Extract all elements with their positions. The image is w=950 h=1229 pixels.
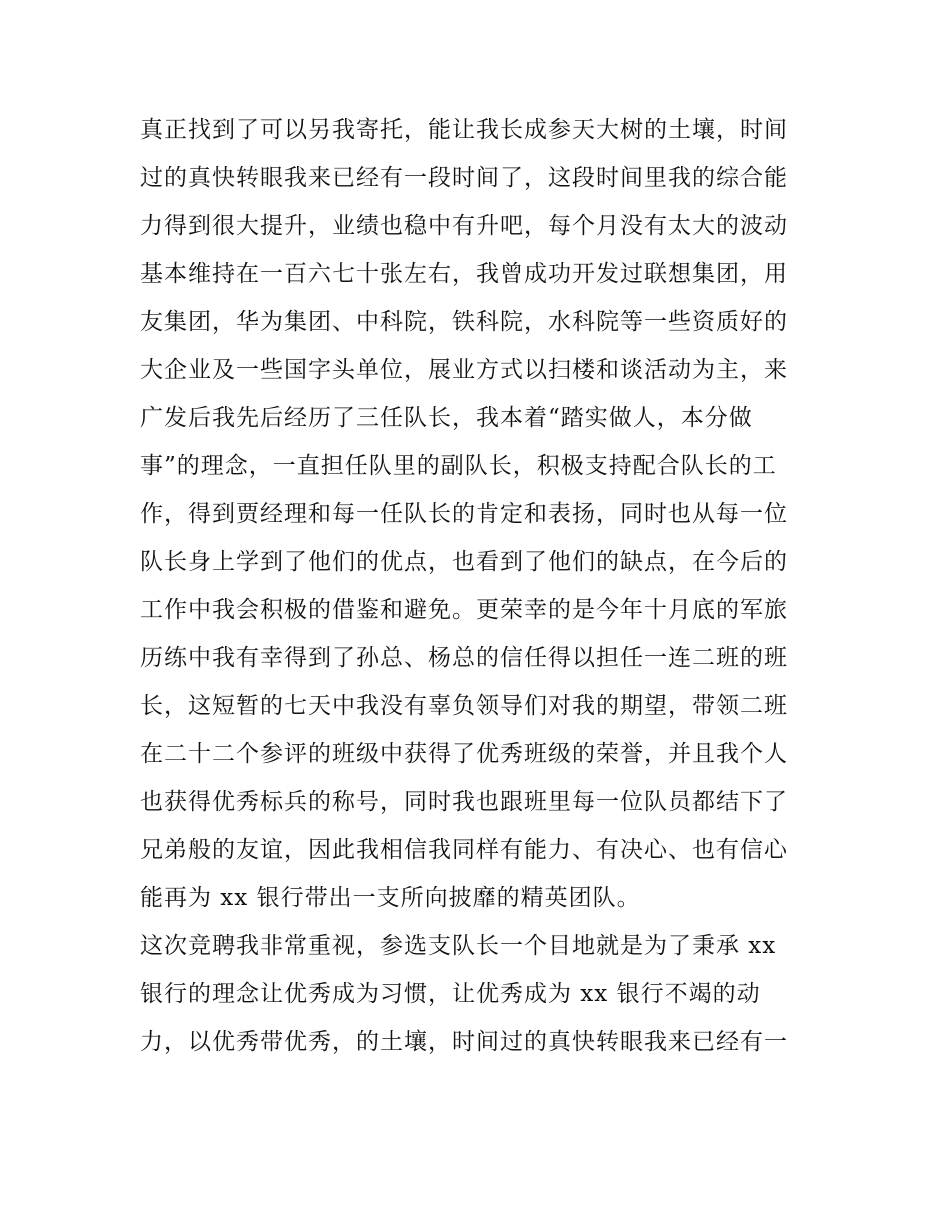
text-line: 能再为 xx 银行带出一支所向披靡的精英团队。 [140, 885, 641, 911]
text-line: 银行的理念让优秀成为习惯，让优秀成为 xx 银行不竭的动 [140, 981, 761, 1007]
text-line: 工作中我会积极的借鉴和避免。更荣幸的是今年十月底的军旅 [140, 597, 788, 623]
text-line: 历练中我有幸得到了孙总、杨总的信任得以担任一连二班的班 [140, 645, 788, 671]
text-line: 力得到很大提升，业绩也稳中有升吧，每个月没有太大的波动 [140, 213, 788, 239]
text-line: 事”的理念，一直担任队里的副队长，积极支持配合队长的工 [140, 453, 777, 479]
text-line: 在二十二个参评的班级中获得了优秀班级的荣誉，并且我个人 [140, 741, 788, 767]
text-line: 兄弟般的友谊，因此我相信我同样有能力、有决心、也有信心 [140, 837, 788, 863]
text-line: 队长身上学到了他们的优点，也看到了他们的缺点，在今后的 [140, 549, 788, 575]
text-line: 也获得优秀标兵的称号，同时我也跟班里每一位队员都结下了 [140, 789, 788, 815]
body-text [140, 106, 830, 1066]
text-line: 作，得到贾经理和每一任队长的肯定和表扬，同时也从每一位 [140, 501, 788, 527]
text-line: 这次竞聘我非常重视，参选支队长一个目地就是为了秉承 xx [140, 933, 777, 959]
text-line: 长，这短暂的七天中我没有辜负领导们对我的期望，带领二班 [140, 693, 788, 719]
text-line: 广发后我先后经历了三任队长，我本着“踏实做人，本分做 [140, 405, 753, 431]
text-line: 力，以优秀带优秀，的土壤，时间过的真快转眼我来已经有一 [140, 1029, 788, 1055]
text-line: 大企业及一些国字头单位，展业方式以扫楼和谈活动为主，来 [140, 357, 788, 383]
text-line: 基本维持在一百六七十张左右，我曾成功开发过联想集团，用 [140, 261, 788, 287]
text-line: 过的真快转眼我来已经有一段时间了，这段时间里我的综合能 [140, 165, 788, 191]
text-line: 友集团，华为集团、中科院，铁科院，水科院等一些资质好的 [140, 309, 788, 335]
text-line: 真正找到了可以另我寄托，能让我长成参天大树的土壤，时间 [140, 117, 788, 143]
